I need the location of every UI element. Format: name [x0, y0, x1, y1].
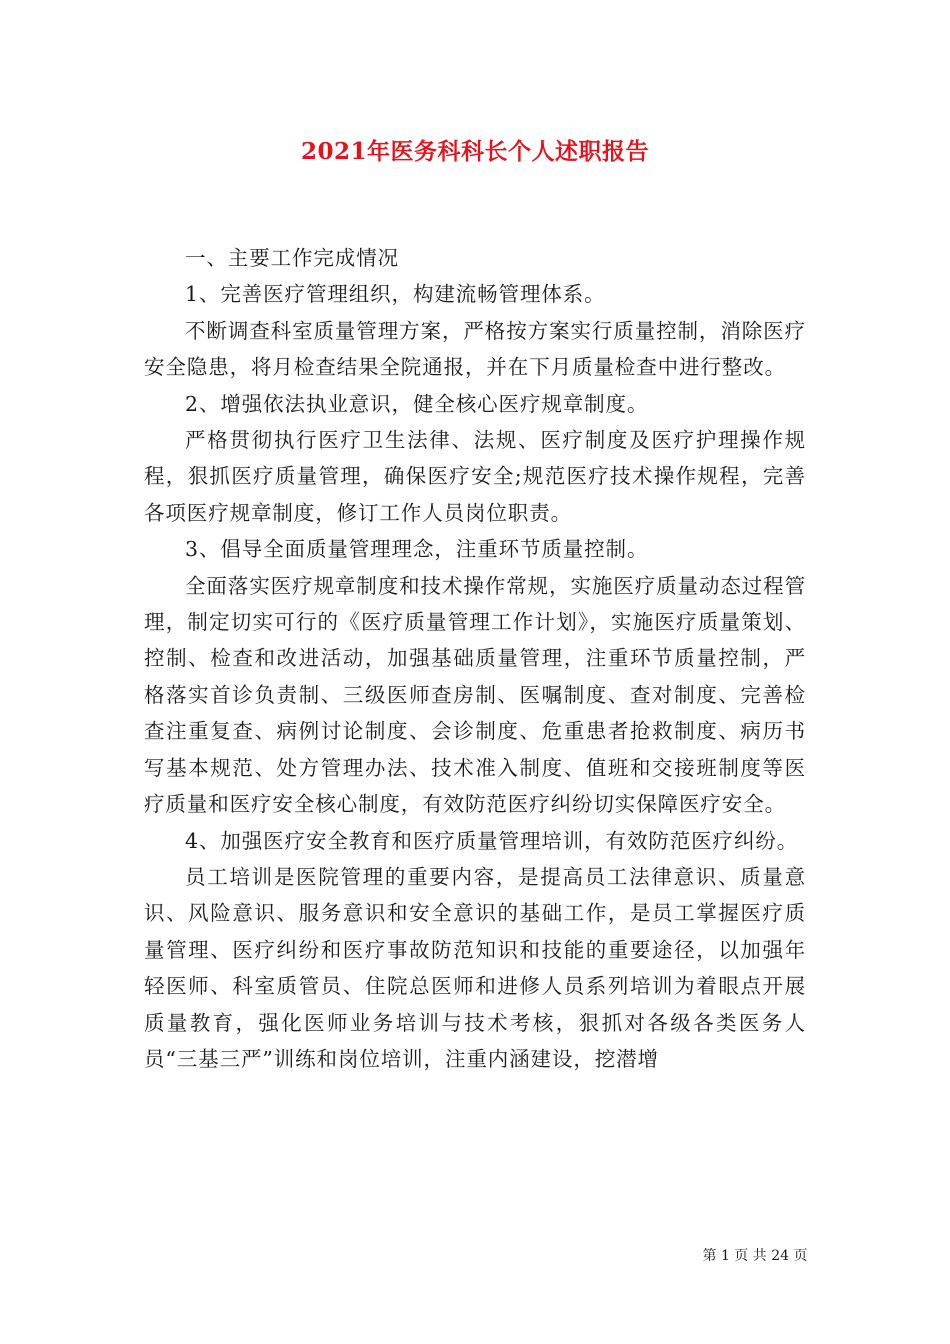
subsection-heading: 2、增强依法执业意识，健全核心医疗规章制度。 [185, 391, 649, 416]
section-heading: 一、主要工作完成情况 [185, 246, 399, 270]
subsection-heading: 1、完善医疗管理组织，构建流畅管理体系。 [185, 282, 606, 307]
body-paragraph: 严格贯彻执行医疗卫生法律、法规、医疗制度及医疗护理操作规程，狠抓医疗质量管理，确保医疗安全;规范医疗技术操作规程，完善各项医疗规章制度，修订工作人员岗位职责。 [144, 428, 806, 525]
subsection-heading: 3、倡导全面质量管理理念，注重环节质量控制。 [185, 537, 649, 562]
document-title: 2021年医务科科长个人述职报告 [300, 138, 649, 165]
page-number-footer: 第 1 页 共 24 页 [702, 1248, 808, 1264]
subsection-heading: 4、加强医疗安全教育和医疗质量管理培训，有效防范医疗纠纷。 [185, 828, 799, 853]
body-paragraph: 员工培训是医院管理的重要内容，是提高员工法律意识、质量意识、风险意识、服务意识和安全意识的基础工作，是员工掌握医疗质量管理、医疗纠纷和医疗事故防范知识和技能的重要途径，以加强年轻医师、科室质管员、住院总医师和进修人员系列培训为着眼点开展质量教育，强化医师业务培训与技术考核，狠抓对各级各类医务人员“三基三严”训练和岗位培训，注重内涵建设，挖潜增 [144, 864, 806, 1071]
document-body [144, 240, 806, 1077]
body-paragraph: 全面落实医疗规章制度和技术操作常规，实施医疗质量动态过程管理，制定切实可行的《医疗质量管理工作计划》，实施医疗质量策划、控制、检查和改进活动，加强基础质量管理，注重环节质量控制，严格落实首诊负责制、三级医师查房制、医嘱制度、查对制度、完善检查注重复查、病例讨论制度、会诊制度、危重患者抢救制度、病历书写基本规范、处方管理办法、技术准入制度、值班和交接班制度等医疗质量和医疗安全核心制度，有效防范医疗纠纷切实保障医疗安全。 [144, 573, 806, 817]
body-paragraph: 不断调查科室质量管理方案，严格按方案实行质量控制，消除医疗安全隐患，将月检查结果全院通报，并在下月质量检查中进行整改。 [144, 318, 806, 380]
